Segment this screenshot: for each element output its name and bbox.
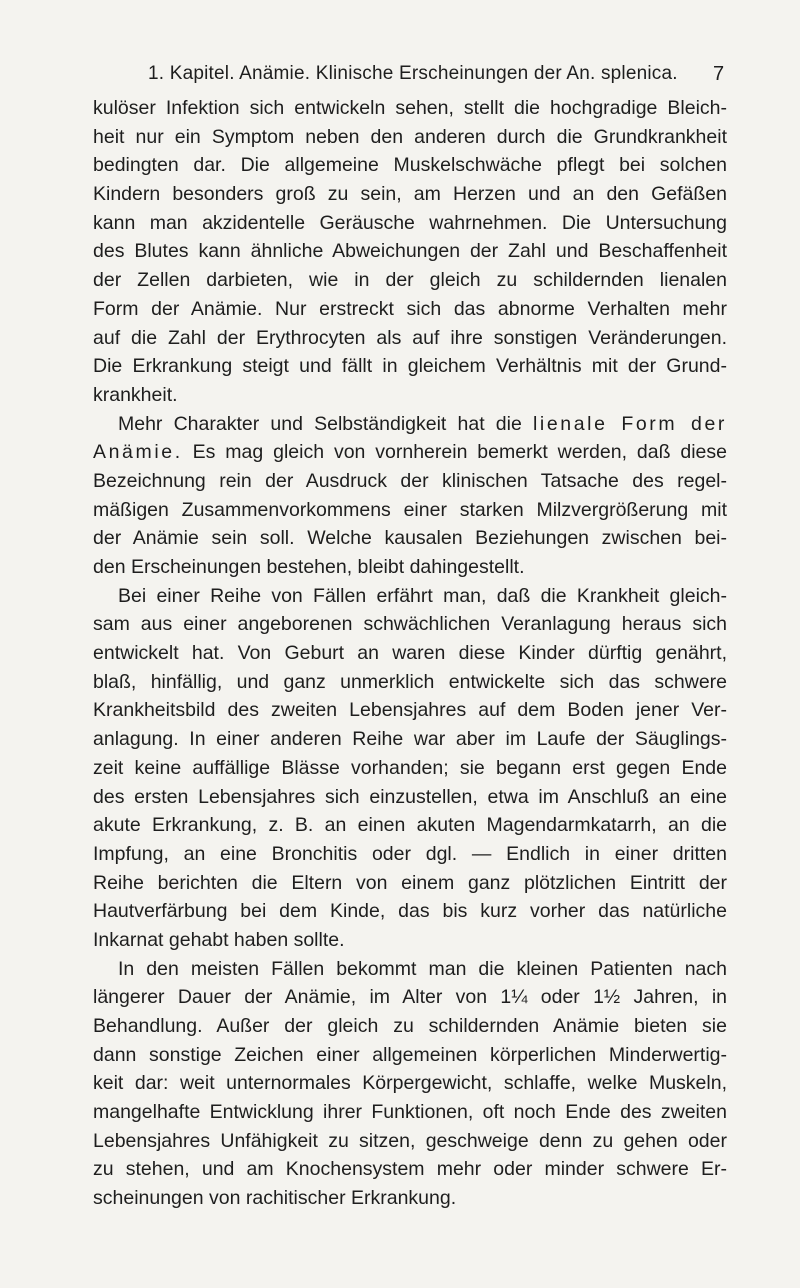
text-line: mäßigen Zusammenvorkommens einer starken Milzvergrößerung mit [93,498,727,521]
text-line: Kindern besonders groß zu sein, am Herzen und an den Gefäßen [93,183,727,206]
text-line: In den meisten Fällen bekommt man die kleinen Patienten nach [118,957,727,980]
text-line: längerer Dauer der Anämie, im Alter von 1¼ oder 1½ Jahren, in [93,986,727,1009]
text-line: Die Erkrankung steigt und fällt in gleichem Verhältnis mit der Grund- [93,355,727,378]
text-line: sam aus einer angeborenen schwächlichen Veranlagung heraus sich [93,613,727,636]
text-line: mangelhafte Entwicklung ihrer Funktionen, oft noch Ende des zweiten [93,1101,727,1124]
text-line: heit nur ein Symptom neben den anderen durch die Grundkrankheit [93,125,727,148]
text-line: Form der Anämie. Nur erstreckt sich das abnorme Verhalten mehr [93,297,727,320]
text-run: Es mag gleich von vornherein bemerkt werden, daß diese [192,441,727,464]
text-line: der Anämie sein soll. Welche kausalen Beziehungen zwischen bei- [93,527,727,550]
text-run: Mehr Charakter und Selbständigkeit hat die [118,412,522,435]
text-line: auf die Zahl der Erythrocyten als auf ihre sonstigen Veränderungen. [93,326,727,349]
paragraph-3 [93,582,727,955]
text-line: scheinungen von rachitischer Erkrankung. [93,1187,457,1210]
text-line: dann sonstige Zeichen einer allgemeinen körperlichen Minderwertig- [93,1043,727,1066]
text-line: des Blutes kann ähnliche Abweichungen der Zahl und Beschaffenheit [93,240,727,263]
paragraph-4 [93,955,727,1213]
text-line: kann man akzidentelle Geräusche wahrnehmen. Die Untersuchung [93,211,727,234]
text-line: kulöser Infektion sich entwickeln sehen, stellt die hochgradige Bleich- [93,97,727,119]
text-line: entwickelt hat. Von Geburt an waren diese Kinder dürftig genährt, [93,642,727,665]
text-line: Krankheitsbild des zweiten Lebensjahres auf dem Boden jener Ver- [93,699,727,722]
text-line: bedingten dar. Die allgemeine Muskelschwäche pflegt bei solchen [93,154,727,177]
paragraph-2 [93,410,727,582]
text-line: zu stehen, und am Knochensystem mehr oder minder schwere Er- [93,1158,727,1181]
text-line: Bezeichnung rein der Ausdruck der klinischen Tatsache des regel- [93,469,727,492]
emphasized-term: lienale Form der [532,412,727,435]
text-line [93,438,727,467]
text-line: Reihe berichten die Eltern von einem ganz plötzlichen Eintritt der [93,871,727,894]
text-line [93,410,727,439]
text-line: Inkarnat gehabt haben sollte. [93,928,345,951]
text-line: Hautverfärbung bei dem Kinde, das bis kurz vorher das natürliche [93,900,727,923]
text-line: anlagung. In einer anderen Reihe war aber im Laufe der Säuglings- [93,728,727,751]
running-title: 1. Kapitel. Anämie. Klinische Erscheinungen der An. splenica. [148,63,678,84]
text-line: akute Erkrankung, z. B. an einen akuten Magendarmkatarrh, an die [93,814,727,837]
page-number: 7 [713,63,725,85]
text-line: Lebensjahres Unfähigkeit zu sitzen, geschweige denn zu gehen oder [93,1129,727,1152]
text-line: Impfung, an eine Bronchitis oder dgl. — Endlich in einer dritten [93,842,727,865]
text-line: Bei einer Reihe von Fällen erfährt man, daß die Krankheit gleich- [118,584,727,607]
body-text [93,94,727,1213]
emphasized-term: Anämie. [93,441,183,464]
text-line: des ersten Lebensjahres sich einzustellen, etwa im Anschluß an eine [93,785,727,808]
text-line: den Erscheinungen bestehen, bleibt dahingestellt. [93,556,525,578]
text-line: blaß, hinfällig, und ganz unmerklich entwickelte sich das schwere [93,670,727,693]
text-line: keit dar: weit unternormales Körpergewicht, schlaffe, welke Muskeln, [93,1072,727,1095]
paragraph-1 [93,94,727,410]
text-line: zeit keine auffällige Blässe vorhanden; sie begann erst gegen Ende [93,756,727,779]
text-line: der Zellen darbieten, wie in der gleich zu schildernden lienalen [93,269,727,292]
text-line: krankheit. [93,383,178,406]
text-line: Behandlung. Außer der gleich zu schildernden Anämie bieten sie [93,1015,727,1037]
